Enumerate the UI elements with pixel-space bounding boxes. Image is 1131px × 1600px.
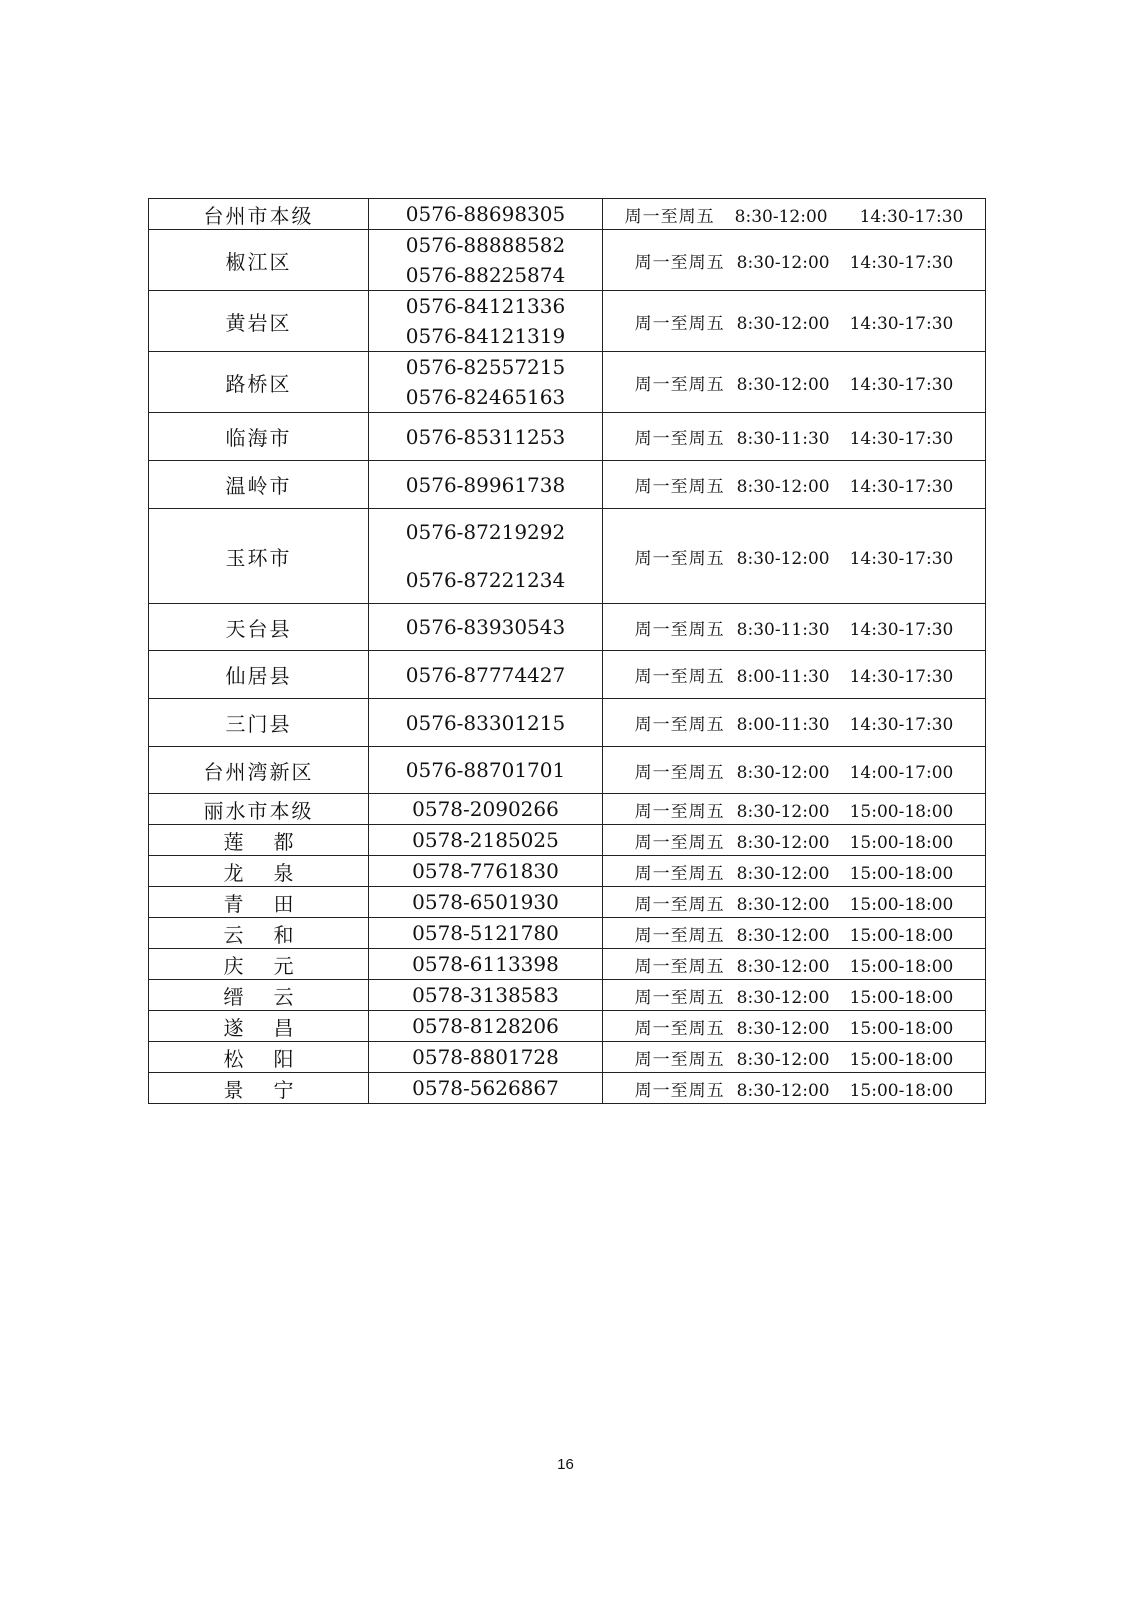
morning-hours: 8:30-12:00 <box>736 925 830 946</box>
table-row <box>149 794 986 825</box>
table-row <box>149 980 986 1011</box>
weekdays: 周一至周五 <box>634 1018 725 1039</box>
office-hours <box>603 291 986 352</box>
phone-cell <box>369 918 603 949</box>
table-row <box>149 699 986 747</box>
phone-number: 0576-83301215 <box>405 710 566 735</box>
afternoon-hours: 14:30-17:30 <box>849 667 954 687</box>
morning-hours: 8:30-11:30 <box>736 619 830 640</box>
region-name: 云和 <box>149 918 369 949</box>
morning-hours: 8:30-12:00 <box>736 894 830 915</box>
morning-hours: 8:30-12:00 <box>736 1018 830 1039</box>
weekdays: 周一至周五 <box>634 894 725 915</box>
region-name: 丽水市本级 <box>149 794 369 825</box>
table-row <box>149 856 986 887</box>
table-row <box>149 651 986 699</box>
morning-hours: 8:30-12:00 <box>736 956 830 977</box>
weekdays: 周一至周五 <box>634 1080 725 1101</box>
region-name: 天台县 <box>149 604 369 651</box>
afternoon-hours: 15:00-18:00 <box>849 894 954 915</box>
afternoon-hours: 15:00-18:00 <box>849 832 954 853</box>
phone-cell <box>369 825 603 856</box>
morning-hours: 8:00-11:30 <box>736 715 830 735</box>
table-row <box>149 1073 986 1104</box>
weekdays: 周一至周五 <box>634 619 725 640</box>
afternoon-hours: 14:00-17:00 <box>849 762 954 783</box>
phone-cell <box>369 856 603 887</box>
afternoon-hours: 15:00-18:00 <box>849 1049 954 1070</box>
phone-number: 0578-5626867 <box>412 1076 559 1100</box>
afternoon-hours: 15:00-18:00 <box>849 801 954 822</box>
phone-number: 0576-82557215 <box>405 355 566 379</box>
phone-number: 0578-2090266 <box>412 797 559 821</box>
region-name: 莲都 <box>149 825 369 856</box>
region-name: 龙泉 <box>149 856 369 887</box>
office-hours <box>603 856 986 887</box>
phone-number: 0576-88698305 <box>405 202 566 226</box>
office-hours <box>603 413 986 461</box>
phone-cell <box>369 699 603 747</box>
weekdays: 周一至周五 <box>634 374 725 395</box>
table-row <box>149 461 986 509</box>
table-row <box>149 352 986 413</box>
phone-cell <box>369 1011 603 1042</box>
morning-hours: 8:30-12:00 <box>736 832 830 853</box>
morning-hours: 8:30-12:00 <box>736 252 830 273</box>
phone-cell <box>369 509 603 604</box>
phone-number: 0576-88701701 <box>405 758 566 782</box>
region-name: 遂昌 <box>149 1011 369 1042</box>
phone-number: 0576-82465163 <box>405 385 566 409</box>
region-name: 温岭市 <box>149 461 369 509</box>
table-row <box>149 747 986 794</box>
office-hours <box>603 1042 986 1073</box>
table-row <box>149 1042 986 1073</box>
afternoon-hours: 14:30-17:30 <box>849 313 954 334</box>
phone-number: 0576-85311253 <box>405 424 566 449</box>
office-hours <box>603 651 986 699</box>
phone-cell <box>369 1073 603 1104</box>
region-name: 仙居县 <box>149 651 369 699</box>
region-name: 缙云 <box>149 980 369 1011</box>
weekdays: 周一至周五 <box>634 925 725 946</box>
morning-hours: 8:30-12:00 <box>736 1080 830 1101</box>
phone-number: 0576-83930543 <box>405 615 566 639</box>
region-name: 三门县 <box>149 699 369 747</box>
weekdays: 周一至周五 <box>634 477 725 497</box>
phone-number: 0578-8128206 <box>412 1014 559 1038</box>
region-name: 台州湾新区 <box>149 747 369 794</box>
table-row <box>149 230 986 291</box>
region-name: 庆元 <box>149 949 369 980</box>
phone-cell <box>369 199 603 230</box>
office-hours <box>603 352 986 413</box>
table-row <box>149 604 986 651</box>
table-row <box>149 949 986 980</box>
weekdays: 周一至周五 <box>634 548 725 569</box>
region-name: 路桥区 <box>149 352 369 413</box>
table-row <box>149 918 986 949</box>
afternoon-hours: 14:30-17:30 <box>849 374 954 395</box>
morning-hours: 8:30-12:00 <box>736 548 830 569</box>
morning-hours: 8:30-12:00 <box>736 987 830 1008</box>
phone-cell <box>369 461 603 509</box>
weekdays: 周一至周五 <box>634 863 725 884</box>
office-hours <box>603 918 986 949</box>
afternoon-hours: 14:30-17:30 <box>849 715 954 735</box>
phone-number: 0576-88225874 <box>405 263 566 287</box>
table-row <box>149 509 986 604</box>
phone-cell <box>369 604 603 651</box>
weekdays: 周一至周五 <box>624 206 715 227</box>
morning-hours: 8:30-12:00 <box>736 477 830 497</box>
phone-cell <box>369 291 603 352</box>
morning-hours: 8:30-12:00 <box>736 762 830 783</box>
table-row <box>149 887 986 918</box>
phone-number: 0576-88888582 <box>405 233 566 257</box>
office-hours <box>603 461 986 509</box>
phone-cell <box>369 980 603 1011</box>
weekdays: 周一至周五 <box>634 956 725 977</box>
phone-cell <box>369 230 603 291</box>
office-hours <box>603 509 986 604</box>
morning-hours: 8:30-11:30 <box>736 429 830 449</box>
morning-hours: 8:30-12:00 <box>736 1049 830 1070</box>
table-row <box>149 1011 986 1042</box>
table-row <box>149 199 986 230</box>
afternoon-hours: 14:30-17:30 <box>849 619 954 640</box>
region-name: 青田 <box>149 887 369 918</box>
phone-cell <box>369 413 603 461</box>
office-hours <box>603 230 986 291</box>
morning-hours: 8:30-12:00 <box>736 863 830 884</box>
weekdays: 周一至周五 <box>634 987 725 1008</box>
weekdays: 周一至周五 <box>634 762 725 783</box>
phone-cell <box>369 949 603 980</box>
afternoon-hours: 15:00-18:00 <box>849 925 954 946</box>
office-hours <box>603 1073 986 1104</box>
region-name: 玉环市 <box>149 509 369 604</box>
weekdays: 周一至周五 <box>634 832 725 853</box>
region-name: 台州市本级 <box>149 199 369 230</box>
afternoon-hours: 15:00-18:00 <box>849 1080 954 1101</box>
phone-number: 0578-3138583 <box>412 983 559 1007</box>
office-hours <box>603 747 986 794</box>
office-hours <box>603 699 986 747</box>
phone-cell <box>369 352 603 413</box>
morning-hours: 8:30-12:00 <box>734 206 828 227</box>
phone-cell <box>369 747 603 794</box>
afternoon-hours: 14:30-17:30 <box>849 548 954 569</box>
region-name: 松阳 <box>149 1042 369 1073</box>
afternoon-hours: 14:30-17:30 <box>849 252 954 273</box>
afternoon-hours: 14:30-17:30 <box>859 206 964 227</box>
office-hours <box>603 1011 986 1042</box>
region-name: 临海市 <box>149 413 369 461</box>
morning-hours: 8:00-11:30 <box>736 667 830 687</box>
afternoon-hours: 15:00-18:00 <box>849 956 954 977</box>
phone-number: 0578-6113398 <box>412 952 559 976</box>
phone-number: 0576-84121336 <box>405 294 566 318</box>
phone-cell <box>369 794 603 825</box>
office-hours <box>603 887 986 918</box>
office-hours <box>603 949 986 980</box>
weekdays: 周一至周五 <box>634 252 725 273</box>
office-hours <box>603 794 986 825</box>
afternoon-hours: 14:30-17:30 <box>849 477 954 497</box>
weekdays: 周一至周五 <box>634 667 725 687</box>
phone-number: 0578-2185025 <box>412 828 559 852</box>
morning-hours: 8:30-12:00 <box>736 374 830 395</box>
phone-number: 0576-87221234 <box>405 568 566 592</box>
weekdays: 周一至周五 <box>634 313 725 334</box>
afternoon-hours: 15:00-18:00 <box>849 863 954 884</box>
table-row <box>149 413 986 461</box>
page-number: 16 <box>557 1456 574 1473</box>
phone-cell <box>369 887 603 918</box>
table-row <box>149 291 986 352</box>
phone-cell <box>369 1042 603 1073</box>
phone-number: 0578-6501930 <box>412 890 559 914</box>
region-name: 景宁 <box>149 1073 369 1104</box>
office-hours <box>603 980 986 1011</box>
region-name: 椒江区 <box>149 230 369 291</box>
weekdays: 周一至周五 <box>634 1049 725 1070</box>
phone-number: 0576-87219292 <box>405 520 566 544</box>
phone-number: 0578-5121780 <box>412 921 559 945</box>
afternoon-hours: 15:00-18:00 <box>849 1018 954 1039</box>
phone-number: 0578-8801728 <box>412 1045 559 1069</box>
office-hours <box>603 825 986 856</box>
weekdays: 周一至周五 <box>634 429 725 449</box>
office-hours <box>603 604 986 651</box>
table-row <box>149 825 986 856</box>
phone-number: 0576-87774427 <box>405 662 566 687</box>
phone-number: 0576-89961738 <box>405 472 566 497</box>
morning-hours: 8:30-12:00 <box>736 801 830 822</box>
contact-hours-table <box>148 198 986 1104</box>
phone-number: 0578-7761830 <box>412 859 559 883</box>
phone-number: 0576-84121319 <box>405 324 566 348</box>
weekdays: 周一至周五 <box>634 715 725 735</box>
afternoon-hours: 15:00-18:00 <box>849 987 954 1008</box>
region-name: 黄岩区 <box>149 291 369 352</box>
weekdays: 周一至周五 <box>634 801 725 822</box>
phone-cell <box>369 651 603 699</box>
afternoon-hours: 14:30-17:30 <box>849 429 954 449</box>
morning-hours: 8:30-12:00 <box>736 313 830 334</box>
office-hours <box>603 199 986 230</box>
